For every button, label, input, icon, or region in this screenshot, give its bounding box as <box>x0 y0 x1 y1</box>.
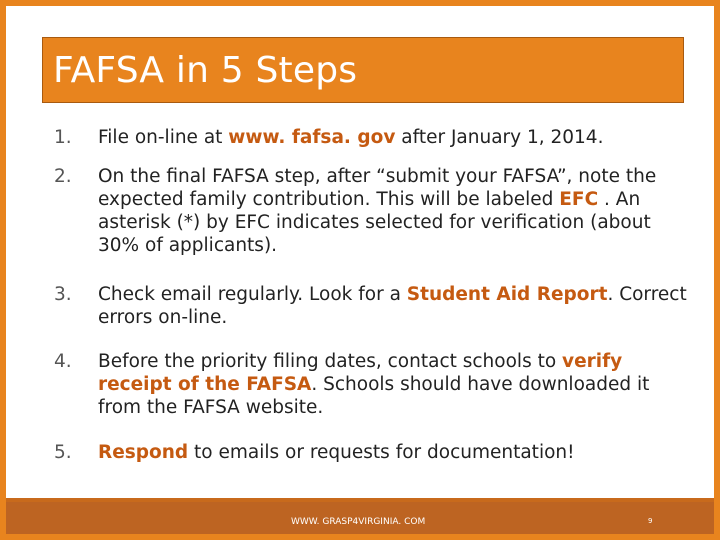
verify-highlight: verify receipt of the FAFSA <box>98 351 623 395</box>
step-number: 5. <box>54 442 72 463</box>
step-number: 3. <box>54 284 72 305</box>
step-text: File on-line at www. fafsa. gov after January 1, 2014. <box>98 127 604 148</box>
footer-url-link[interactable]: WWW. GRASP4VIRGINIA. COM <box>291 517 426 527</box>
page-number: 9 <box>648 517 653 525</box>
sar-highlight: Student Aid Report <box>406 284 608 305</box>
fafsa-link[interactable]: www. fafsa. gov <box>228 127 396 148</box>
step-text: Before the priority filing dates, contact schools to verify receipt of the FAFSA. Schools should have downloaded it from the FAFSA website. <box>98 351 650 418</box>
footer-bar <box>6 498 714 534</box>
title-box <box>42 37 684 103</box>
page-title: FAFSA in 5 Steps <box>53 49 358 91</box>
step-text: Respond to emails or requests for documentation! <box>98 442 575 463</box>
step-number: 1. <box>54 127 72 148</box>
step-number: 4. <box>54 351 72 372</box>
slide <box>6 6 714 534</box>
step-number: 2. <box>54 166 72 187</box>
step-text: On the final FAFSA step, after “submit your FAFSA”, note the expected family contribution. This will be labeled EFC . An asterisk (*) by EFC indicates selected for verification (about 30% of applicants). <box>98 166 657 256</box>
step-text: Check email regularly. Look for a Student Aid Report. Correct errors on-line. <box>98 284 687 328</box>
efc-highlight: EFC <box>559 189 599 210</box>
respond-highlight: Respond <box>98 442 189 463</box>
